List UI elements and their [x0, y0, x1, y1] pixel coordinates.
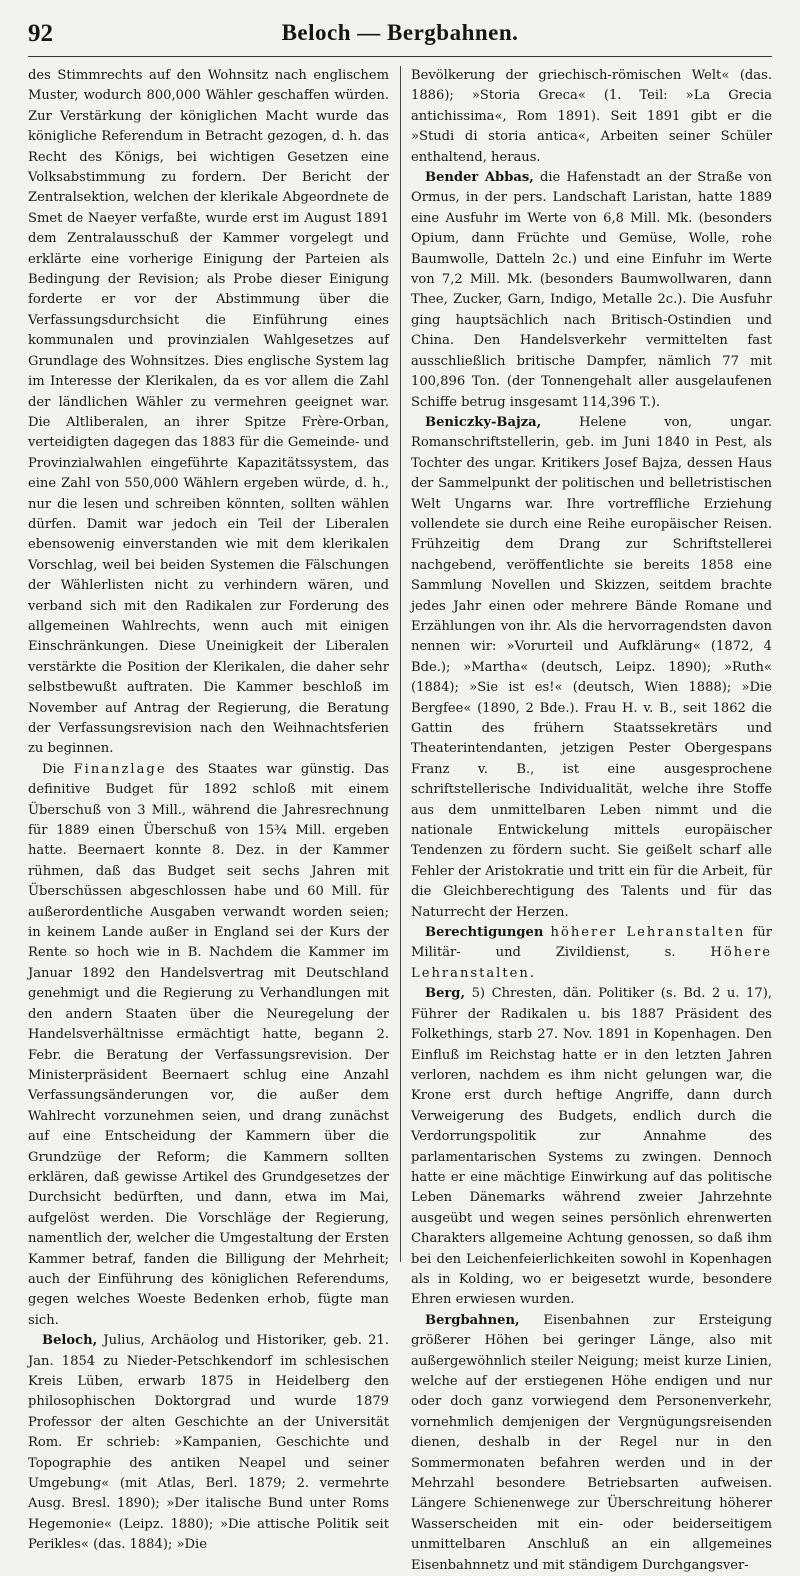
headword-berechtigungen: Berechtigungen: [425, 925, 544, 941]
entry-berechtigungen: [411, 923, 772, 984]
entry-beniczky-bajza: [411, 413, 772, 923]
entry-body: Helene von, ungar. Romanschriftstellerin, geb. im Juni 1840 in Pest, als Tochter des ungar. Kritikers Josef Bajza, dessen Haus der Sammelpunkt der politischen und belletristischen Welt Ungarns war. Ihre vortreffliche Erziehung vollendete sie durch eine Reihe europäischer Reisen. Frühzeitig dem Drang zur Schriftstellerei nachgebend, veröffentlichte sie bereits 1858 eine Sammlung Novellen und Skizzen, seitdem brachte jedes Jahr einen oder mehrere Bände Romane und Erzählungen von ihr. Als die hervorragendsten davon nennen wir: »Vorurteil und Aufklärung« (1872, 4 Bde.); »Martha« (deutsch, Leipz. 1890); »Ruth« (1884); »Sie ist es!« (deutsch, Wien 1888); »Die Bergfee« (1890, 2 Bde.). Frau H. v. B., seit 1862 die Gattin des frühern Staatssekretärs und Theaterintendanten, jetzigen Pester Obergespans Franz v. B., ist eine ausgesprochene schriftstellerische Individualität, welche ihre Stoffe aus dem unmittelbaren Leben nimmt und die nationale Entwickelung mittels europäischer Tendenzen zu fördern sucht. Sie geißelt scharf alle Fehler der Aristokratie und tritt ein für die Arbeit, für die Gleichberechtigung des Talents und für das Naturrecht der Herzen.: [411, 414, 772, 920]
entry-beloch: [28, 1331, 389, 1555]
paragraph-finanzlage: [28, 760, 389, 1331]
entry-bergbahnen: [411, 1311, 772, 1576]
spaced-term: höherer Lehranstalten: [550, 925, 746, 941]
entry-berg: [411, 984, 772, 1311]
right-column: [411, 66, 772, 1573]
left-column: [28, 66, 389, 1553]
paragraph-body: des Staates war günstig. Das definitive Budget für 1892 schloß mit einem Überschuß von 3 Mill., während die Jahresrechnung für 1889 einen Überschuß von 15¾ Mill. ergeben hatte. Beernaert konnte 8. Dez. in der Kammer rühmen, daß das Budget seit sechs Jahren mit Überschüssen abgeschlossen habe und 60 Mill. für außerordentliche Ausgaben verwandt worden seien; in keinem Lande außer in England sei der Kurs der Rente so hoch wie in B. Nachdem die Kammer im Januar 1892 den Handelsvertrag mit Deutschland genehmigt und die Regierung zu Verhandlungen mit den andern Staaten über die Neuregelung der Handelsverhältnisse ermächtigt hatte, begann 2. Febr. die Beratung der Verfassungsrevision. Der Ministerpräsident Beernaert schlug eine Anzahl Verfassungsänderungen vor, die außer dem Wahlrecht vorzunehmen seien, und drang zunächst auf eine Entscheidung der Kammern über die Grundzüge der Reform; die Kammern sollten erklären, daß gewisse Artikel des Grundgesetzes der Durchsicht bedürften, und dann, etwa im Mai, aufgelöst werden. Die Vorschläge der Regierung, namentlich der, welcher die Umgestaltung der Ersten Kammer betraf, fanden die Billigung der Mehrheit; auch der Einführung des königlichen Referendums, gegen welches Woeste Bedenken erhob, fügte man sich.: [28, 761, 389, 1328]
header-rule: [28, 56, 772, 57]
paragraph-beloch-continued: Bevölkerung der griechisch-römischen Welt« (das. 1886); »Storia Greca« (1. Teil: »La Grecia antichissima«, Rom 1891). Seit 1891 gibt er die »Studi di storia antica«, Arbeiten seiner Schüler enthaltend, heraus.: [411, 68, 772, 165]
headword-beniczky-bajza: Beniczky-Bajza,: [425, 414, 542, 430]
paragraph-voting-reform: des Stimmrechts auf den Wohnsitz nach englischem Muster, wodurch 800,000 Wähler geschaffen würden. Zur Verstärkung der königlichen Macht wurde das königliche Referendum in Betracht gezogen, d. h. das Recht des Königs, bei wichtigen Gesetzen eine Volksabstimmung zu fordern. Der Bericht der Zentralsektion, welchen der klerikale Abgeordnete de Smet de Naeyer verfaßte, wurde erst im August 1891 dem Zentralausschuß der Kammer vorgelegt und erklärte eine vorherige Einigung der Parteien als Bedingung der Revision; als Probe dieser Einigung forderte er vor der Abstimmung über die Verfassungsdurchsicht die Einführung eines kommunalen und provinzialen Wahlgesetzes auf Grundlage des Wohnsitzes. Dies englische System lag im Interesse der Klerikalen, da es vor allem die Zahl der ländlichen Wähler zu vermehren geeignet war. Die Altliberalen, an ihrer Spitze Frère-Orban, verteidigten dagegen das 1883 für die Gemeinde- und Provinzialwahlen eingeführte Kapazitätssystem, das eine Zahl von 550,000 Wählern ergeben würde, d. h., nur die lesen und schreiben könnten, sollten wählen dürfen. Damit war jedoch ein Teil der Liberalen ebensowenig einverstanden wie mit dem klerikalen Vorschlag, weil bei beiden Systemen die Fälschungen der Wählerlisten nicht zu verhindern wären, und verband sich mit den Radikalen zur Forderung des allgemeinen Wahlrechts, wenn auch mit einigen Einschränkungen. Diese Uneinigkeit der Liberalen verstärkte die Position der Klerikalen, die daher sehr selbstbewußt auftraten. Die Kammer beschloß im November auf Antrag der Regierung, die Beratung der Verfassungsrevision nach den Weihnachtsferien zu beginnen.: [28, 68, 389, 757]
headword-berg: Berg,: [425, 986, 466, 1002]
headword-beloch: Beloch,: [42, 1333, 98, 1349]
spaced-term-finanzlage: Finanzlage: [73, 761, 167, 777]
cross-reference: Höhere Lehranstalten.: [411, 945, 772, 981]
headword-bergbahnen: Bergbahnen,: [425, 1312, 520, 1328]
entry-body: Eisenbahnen zur Ersteigung größerer Höhen bei geringer Länge, also mit außergewöhnlich steiler Neigung; meist kurze Linien, welche auf der erstiegenen Höhe endigen und nur oder doch ganz vorwiegend dem Personenverkehr, vornehmlich demjenigen der Vergnügungsreisenden dienen, deshalb in der Regel nur in den Sommermonaten befahren werden und in der Mehrzahl besondere Betriebsarten aufweisen. Längere Schienenwege zur Überschreitung höherer Wasserscheiden mit ein- oder beiderseitigem unmittelbaren Anschluß an ein allgemeines Eisenbahnnetz und mit ständigem Durchgangsver-: [411, 1312, 772, 1573]
headword-bender-abbas: Bender Abbas,: [425, 170, 534, 186]
entry-bender-abbas: [411, 168, 772, 413]
paragraph-lead-word: Die: [42, 761, 65, 777]
entry-body: für Militär- und Zivildienst, s.: [411, 925, 772, 961]
entry-body: 5) Chresten, dän. Politiker (s. Bd. 2 u. 17), Führer der Radikalen u. bis 1887 Präsident des Folkethings, starb 27. Nov. 1891 in Kopenhagen. Den Einfluß im Reichstag hatte er in den letzten Jahren verloren, nachdem es ihm nicht gelungen war, die Krone erst durch heftige Angriffe, dann durch Verweigerung des Budgets, endlich durch die Verdorrungspolitik zur Annahme des parlamentarischen Systems zu zwingen. Dennoch hatte er eine mächtige Einwirkung auf das politische Leben Dänemarks während zweier Jahrzehnte ausgeübt und wegen seines persönlich ehrenwerten Charakters allgemeine Achtung genossen, so daß ihm bei den Leichenfeierlichkeiten sowohl in Kopenhagen als in Kolding, wo er beigesetzt wurde, besondere Ehren erwiesen wurden.: [411, 986, 772, 1308]
page-header: [28, 18, 772, 52]
running-title: Beloch — Bergbahnen.: [281, 20, 519, 45]
page-number: 92: [28, 20, 53, 47]
entry-body: die Hafenstadt an der Straße von Ormus, in der pers. Landschaft Laristan, hatte 1889 eine Ausfuhr im Werte von 6,8 Mill. Mk. (besonders Opium, dann Früchte und Gemüse, Wolle, rohe Baumwolle, Datteln 2c.) und eine Einfuhr im Werte von 7,2 Mill. Mk. (besonders Baumwollwaren, dann Thee, Zucker, Garn, Indigo, Metalle 2c.). Die Ausfuhr ging hauptsächlich nach Britisch-Ostindien und China. Den Handelsverkehr vermittelten fast ausschließlich britische Dampfer, nämlich 77 mit 100,896 Ton. (der Tonnengehalt aller ausgelaufenen Schiffe betrug insgesamt 114,396 T.).: [411, 170, 772, 410]
column-divider: [400, 66, 401, 1262]
entry-body: Julius, Archäolog und Historiker, geb. 21. Jan. 1854 zu Nieder-Petschkendorf im schlesischen Kreis Lüben, erwarb 1875 in Heidelberg den philosophischen Doktorgrad und wurde 1879 Professor der alten Geschichte an der Universität Rom. Er schrieb: »Kampanien, Geschichte und Topographie des antiken Neapel und seiner Umgebung« (mit Atlas, Berl. 1879; 2. vermehrte Ausg. Bresl. 1890); »Der italische Bund unter Roms Hegemonie« (Leipz. 1880); »Die attische Politik seit Perikles« (das. 1884); »Die: [28, 1333, 389, 1553]
